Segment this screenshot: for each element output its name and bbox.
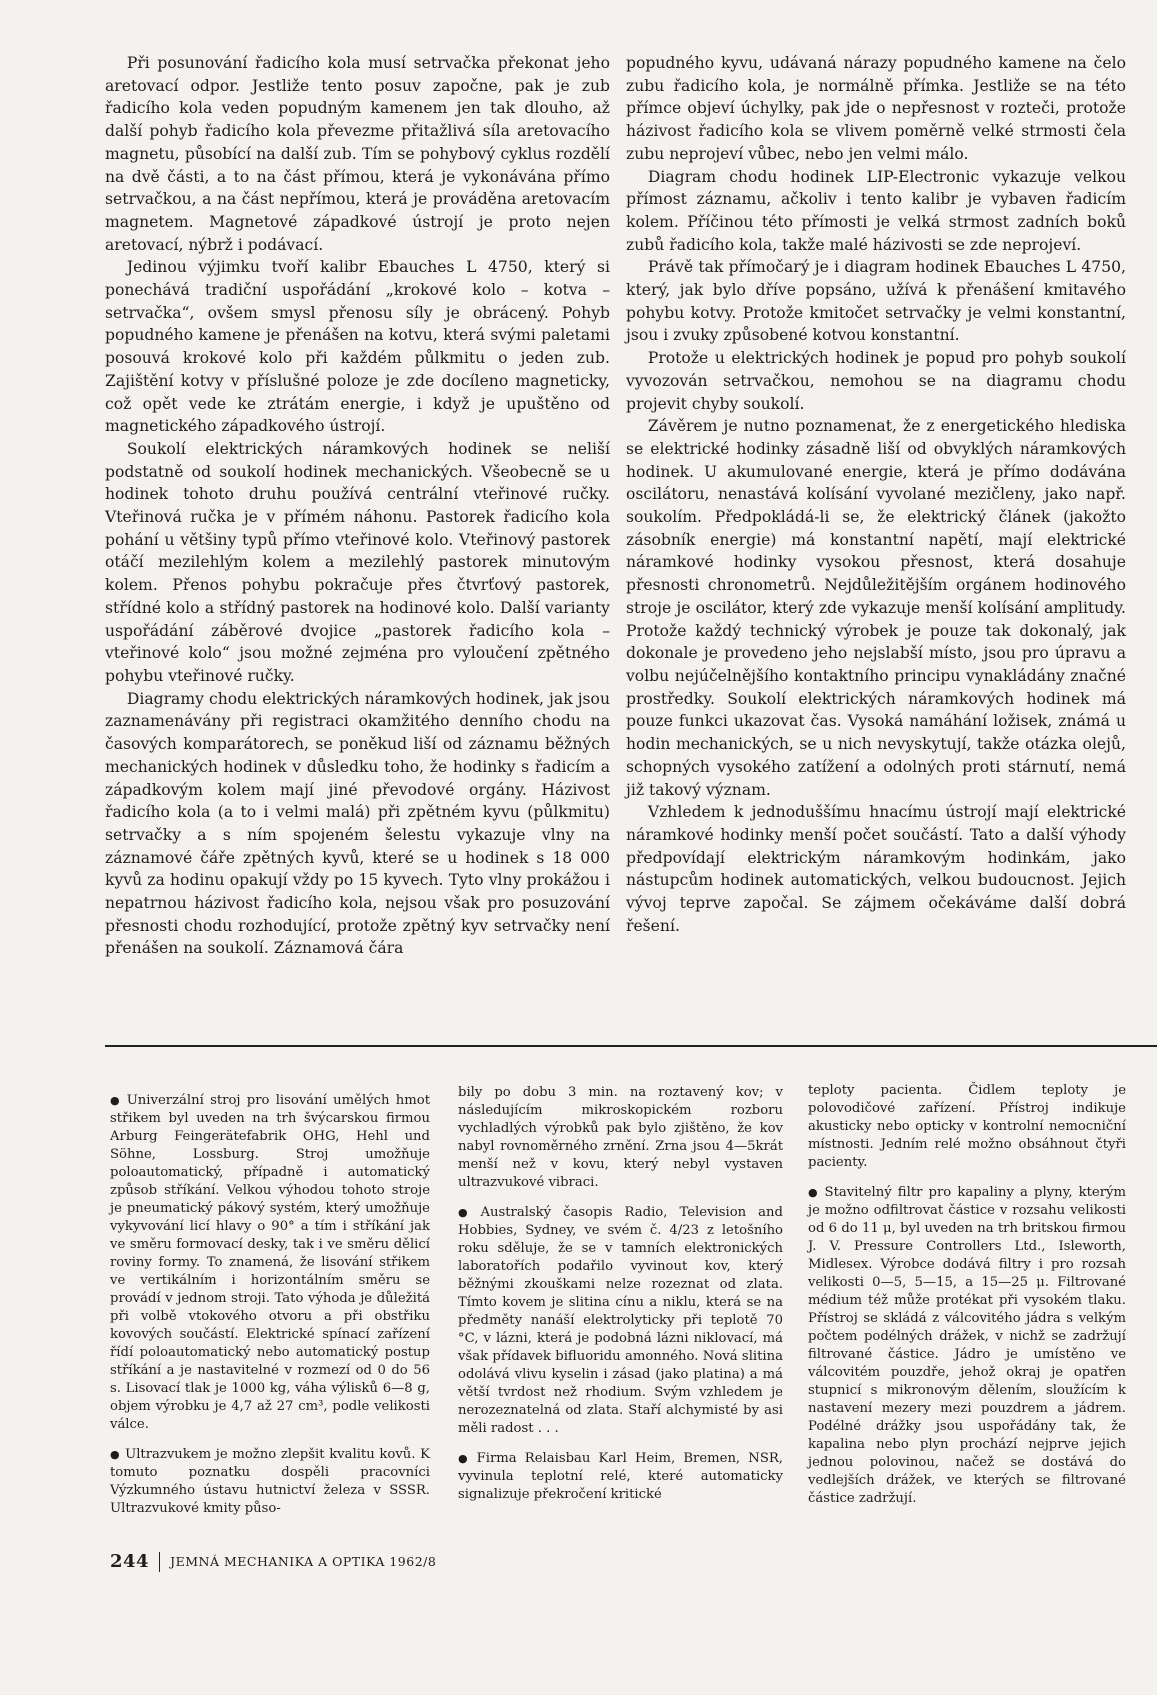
- main-text-left-column: [105, 52, 610, 960]
- news-paragraph: [458, 1204, 783, 1438]
- article-text: popudného kyvu, udávaná nárazy popudného kamene na čelo zubu řadicího kola, je normálně přímka. Jestliže se na této přímce objeví úchylky, pak jde o nepřesnost v rozteči, protože házivost řadicího kola se vlivem poměrně velké strmosti čela zubu neprojeví vůbec, nebo jen velmi málo.: [626, 54, 1126, 163]
- main-text-right-column: [626, 52, 1126, 937]
- news-text: bily po dobu 3 min. na roztavený kov; v následujícím mikroskopickém rozboru vychladlých výrobků pak bylo zjištěno, že kov nabyl rovnoměrného zrnění. Zrna jsou 4—5krát menší než v kovu, který nebyl vystaven ultrazvukové vibraci.: [458, 1085, 783, 1190]
- footer-separator: [159, 1552, 160, 1572]
- news-paragraph: [458, 1084, 783, 1192]
- bullet-icon: ●: [808, 1186, 820, 1199]
- news-text: Ultrazvukem je možno zlepšit kvalitu kovů. K tomuto poznatku dospěli pracovníci Výzkumného ústavu hutnictví železa v SSSR. Ultrazvukové kmity půso-: [110, 1447, 430, 1516]
- news-column-1: [110, 1092, 430, 1530]
- section-divider: [105, 1045, 1157, 1047]
- article-paragraph: [105, 438, 610, 688]
- journal-title: JEMNÁ MECHANIKA A OPTIKA 1962/8: [170, 1554, 437, 1569]
- news-paragraph: [808, 1184, 1126, 1508]
- article-paragraph: [626, 801, 1126, 937]
- news-text: Stavitelný filtr pro kapaliny a plyny, kterým je možno odfiltrovat částice v rozsahu velikosti od 6 do 11 μ, byl uveden na trh britskou firmou J. V. Pressure Controllers Ltd., Isleworth, Midlesex. Výrobce dodává filtry i pro rozsah velikosti 0—5, 5—15, a 15—25 μ. Filtrované médium též může protékat při vysokém tlaku. Přístroj se skládá z válcovitého jádra s velkým počtem podélných drážek, v nichž se zadržují filtrované částice. Jádro je umístěno ve válcovitém pouzdře, jehož okraj je opatřen stupnicí s mikronovým dělením, sloužícím k nastavení mezery mezi pouzdrem a jádrem. Podélné drážky jsou uspořádány tak, že kapalina nebo plyn prochází nejprve jejich jednou polovinou, načež se dostává do vedlejších drážek, ve kterých se filtrované částice zadržují.: [808, 1185, 1126, 1506]
- article-text: Diagram chodu hodinek LIP-Electronic vykazuje velkou přímost záznamu, ačkoliv i tento kalibr je vybaven řadicím kolem. Příčinou této přímosti je velká strmost zadních boků zubů řadicího kola, takže malé házivosti se zde neprojeví.: [626, 167, 1126, 254]
- article-paragraph: [105, 256, 610, 438]
- news-column-3: [808, 1082, 1126, 1520]
- news-paragraph: [808, 1082, 1126, 1172]
- article-text: Závěrem je nutno poznamenat, že z energetického hlediska se elektrické hodinky zásadně liší od obvyklých náramkových hodinek. U akumulované energie, která je přímo dodávána oscilátoru, nenastává kolísání vyvolané mezičleny, jako např. soukolím. Předpokládá-li se, že elektrický článek (jakožto zásobník energie) má konstantní napětí, mají elektrické náramkové hodinky vysokou přesnost, která dosahuje přesnosti chronometrů. Nejdůležitějším orgánem hodinového stroje je oscilátor, který zde vykazuje menší kolísání amplitudy. Protože každý technický výrobek je pouze tak dokonalý, jak dokonale je provedeno jeho nejslabší místo, jsou pro úpravu a volbu nejúčelnějšího kontaktního principu vynakládány značné prostředky. Soukolí elektrických náramkových hodinek má pouze funkci ukazovat čas. Vysoká namáhání ložisek, známá u hodin mechanických, se u nich nevyskytují, takže otázka olejů, schopných vysokého zatížení a odolných proti stárnutí, nemá již takový význam.: [626, 417, 1126, 799]
- page-number: 244: [110, 1551, 150, 1572]
- article-paragraph: [105, 688, 610, 960]
- news-text: Firma Relaisbau Karl Heim, Bremen, NSR, vyvinula teplotní relé, které automaticky signalizuje překročení kritické: [458, 1451, 783, 1502]
- article-text: Při posunování řadicího kola musí setrvačka překonat jeho aretovací odpor. Jestliže tento posuv započne, pak je zub řadicího kola veden popudným kamenem jen tak dlouho, až další pohyb řadicího kola převezme přitažlivá síla aretovacího magnetu, působící na další zub. Tím se pohybový cyklus rozdělí na dvě části, a to na část přímou, která je vykonávána přímo setrvačkou, a na část nepřímou, která je prováděna aretovacím magnetem. Magnetové západkové ústrojí je proto nejen aretovací, nýbrž i podávací.: [105, 54, 610, 254]
- news-text: teploty pacienta. Čidlem teploty je polovodičové zařízení. Přístroj indikuje akusticky nebo opticky v kontrolní nemocniční místnosti. Jedním relé možno obsáhnout čtyři pacienty.: [808, 1083, 1126, 1170]
- article-text: Jedinou výjimku tvoří kalibr Ebauches L 4750, který si ponechává tradiční uspořádání „krokové kolo – kotva – setrvačka“, ovšem smysl přenosu síly je obrácený. Pohyb popudného kamene je přenášen na kotvu, která svými paletami posouvá krokové kolo při každém půlkmitu o jeden zub. Zajištění kotvy v příslušné poloze je zde docíleno magneticky, což opět vede ke ztrátám energie, i když je upuštěno od magnetického západkového ústrojí.: [105, 258, 610, 436]
- article-paragraph: [626, 166, 1126, 257]
- article-paragraph: [105, 52, 610, 256]
- news-column-2: [458, 1084, 783, 1516]
- bullet-icon: ●: [110, 1094, 122, 1107]
- article-text: Soukolí elektrických náramkových hodinek se neliší podstatně od soukolí hodinek mechanických. Všeobecně se u hodinek tohoto druhu používá centrální vteřinové ručky. Vteřinová ručka je v přímém náhonu. Pastorek řadicího kola pohání u většiny typů přímo vteřinové kolo. Vteřinový pastorek otáčí mezilehlým kolem a mezilehlý pastorek minutovým kolem. Přenos pohybu pokračuje přes čtvrťový pastorek, střídné kolo a střídný pastorek na hodinové kolo. Další varianty uspořádání záběrové dvojice „pastorek řadicího kola – vteřinové kolo“ jsou možné zejména pro vyloučení zpětného pohybu vteřinové ručky.: [105, 439, 610, 685]
- page-footer: [110, 1551, 436, 1572]
- article-text: Protože u elektrických hodinek je popud pro pohyb soukolí vyvozován setrvačkou, nemohou se na diagramu chodu projevit chyby soukolí.: [626, 349, 1126, 413]
- article-paragraph: [626, 347, 1126, 415]
- article-paragraph: [626, 415, 1126, 801]
- news-paragraph: [110, 1446, 430, 1518]
- bullet-icon: ●: [458, 1452, 472, 1465]
- news-text: Australský časopis Radio, Television and Hobbies, Sydney, ve svém č. 4/23 z letošního roku sděluje, že se v tamních elektronických laboratořích podařilo vyvinout kov, který běžnými zkouškami nelze rozeznat od zlata. Tímto kovem je slitina cínu a niklu, která se na předměty nanáší elektrolyticky při teplotě 70 °C, v lázni, která je podobná lázni niklovací, má však přídavek bifluoridu amonného. Nová slitina odolává vlivu kyselin i zásad (jako platina) a má větší tvrdost než rhodium. Svým vzhledem je nerozeznatelná od zlata. Staří alchymisté by asi měli radost . . .: [458, 1205, 783, 1436]
- article-paragraph: [626, 256, 1126, 347]
- article-text: Diagramy chodu elektrických náramkových hodinek, jak jsou zaznamenávány při registraci okamžitého denního chodu na časových komparátorech, se poněkud liší od záznamu běžných mechanických hodinek v důsledku toho, že hodinky s řadicím a západkovým kolem mají jiné převodové orgány. Házivost řadicího kola (a to i velmi malá) při zpětném kyvu (půlkmitu) setrvačky a s ním spojeném šelestu vykazuje vlny na záznamové čáře zpětných kyvů, které se u hodinek s 18 000 kyvů za hodinu opakují vždy po 15 kyvech. Tyto vlny prokážou i nepatrnou házivost řadicího kola, nejsou však pro posuzování přesnosti chodu rozhodující, protože zpětný kyv setrvačky není přenášen na soukolí. Záznamová čára: [105, 689, 610, 958]
- news-text: Univerzální stroj pro lisování umělých hmot střikem byl uveden na trh švýcarskou firmou Arburg Feingerätefabrik OHG, Hehl und Söhne, Lossburg. Stroj umožňuje poloautomatický, případně i automatický způsob stříkání. Velkou výhodou tohoto stroje je pneumatický pákový systém, který umožňuje vykyvování licí hlavy o 90° a tím i stříkání jak ve směru formovací desky, tak i ve směru dělicí roviny formy. To znamená, že lisování střikem ve vertikálním i horizontálním směru se provádí v jednom stroji. Tato výhoda je důležitá při volbě vtokového otvoru a při obstřiku kovových součástí. Elektrické spínací zařízení řídí poloautomatický nebo automatický postup stříkání a je nastavitelné v rozmezí od 0 do 56 s. Lisovací tlak je 1000 kg, váha výlisků 6—8 g, objem výrobku je 4,7 až 27 cm³, podle velikosti válce.: [110, 1093, 430, 1432]
- article-text: Právě tak přímočarý je i diagram hodinek Ebauches L 4750, který, jak bylo dříve popsáno, užívá k přenášení kmitavého pohybu kotvy. Protože kmitočet setrvačky je velmi konstantní, jsou i zvuky způsobené kotvou konstantní.: [626, 258, 1126, 345]
- news-paragraph: [458, 1450, 783, 1504]
- bullet-icon: ●: [110, 1448, 121, 1461]
- bullet-icon: ●: [458, 1206, 476, 1219]
- article-paragraph: [626, 52, 1126, 166]
- article-text: Vzhledem k jednoduššímu hnacímu ústrojí mají elektrické náramkové hodinky menší počet součástí. Tato a další výhody předpovídají elektrickým náramkovým hodinkám, jako nástupcům hodinek automatických, velkou budoucnost. Jejich vývoj teprve započal. Se zájmem očekáváme další dobrá řešení.: [626, 803, 1126, 935]
- news-paragraph: [110, 1092, 430, 1434]
